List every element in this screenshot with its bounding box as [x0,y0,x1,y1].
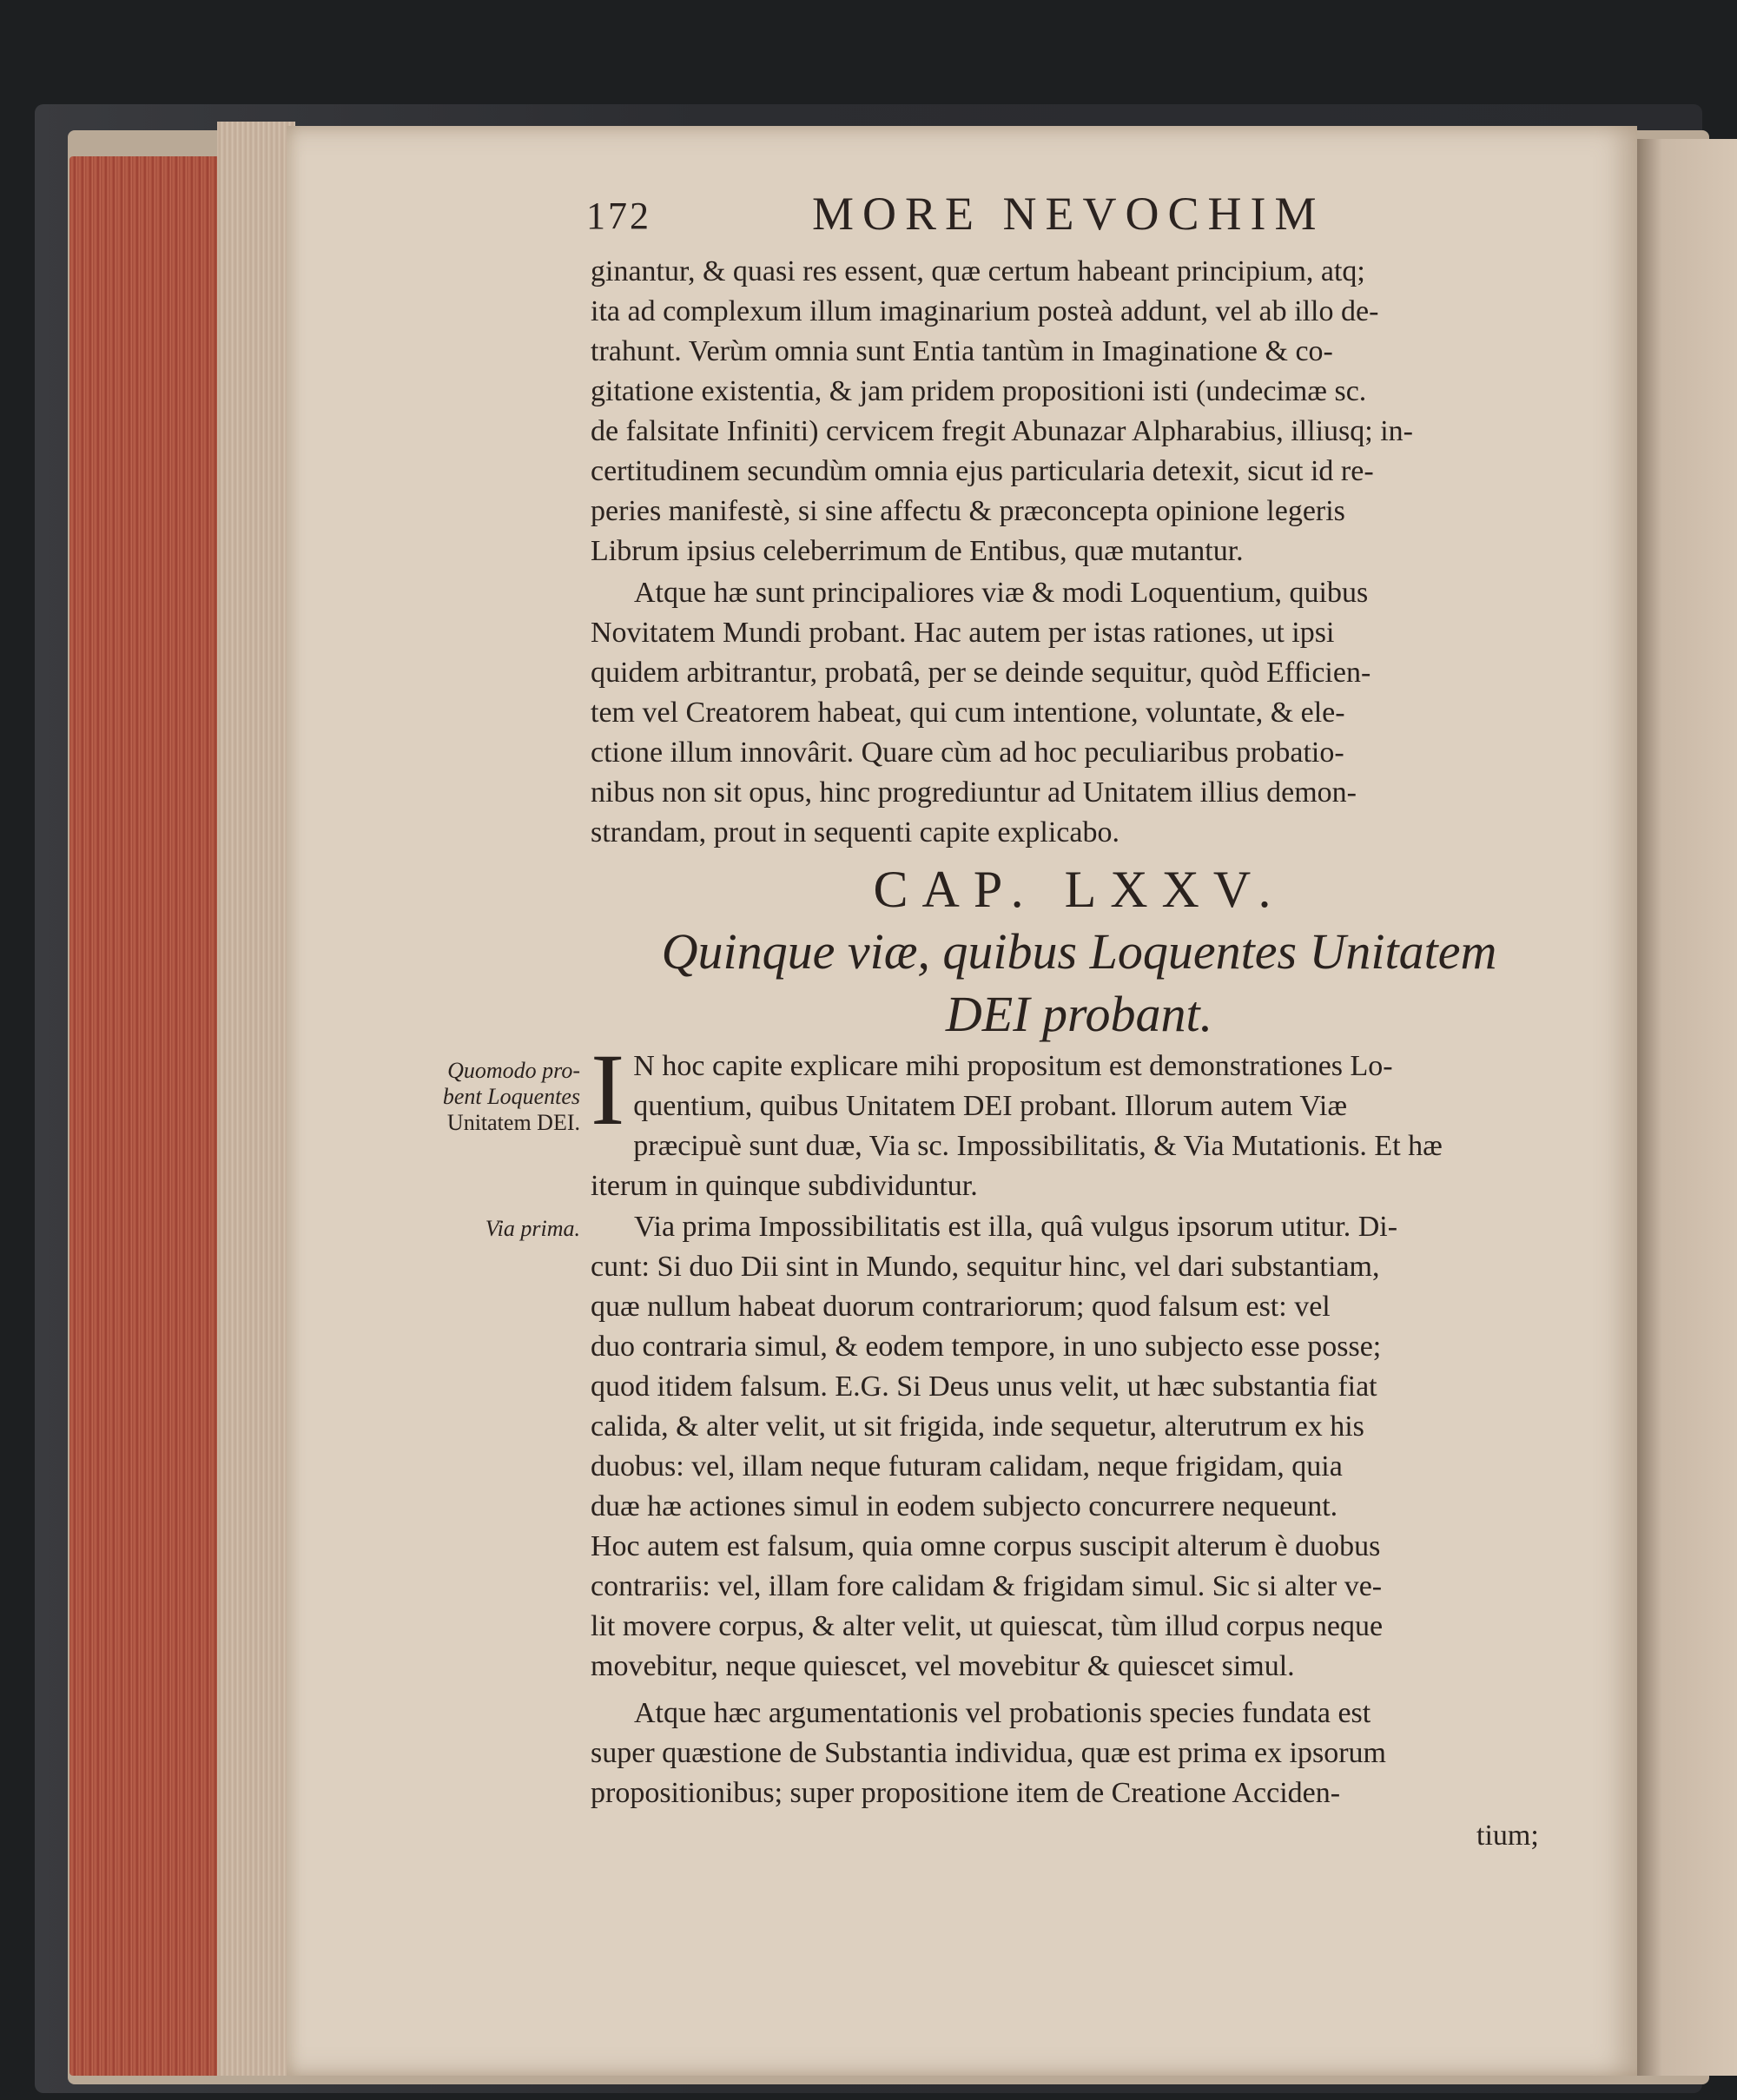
text-line: peries manifestè, si sine affectu & præconcepta opinione legeris [591,495,1345,527]
margin-note [373,1216,580,1242]
catchword: tium; [1476,1819,1539,1852]
paragraph-4 [591,1207,1568,1687]
text-line: ita ad complexum illum imaginarium posteà addunt, vel ab illo de- [591,295,1379,327]
text-line: ginantur, & quasi res essent, quæ certum habeant principium, atq; [591,255,1365,287]
paragraph-1 [591,252,1568,571]
margin-note-line: Quomodo pro- [447,1058,580,1083]
chapter-subtitle-line: Quinque viæ, quibus Loquentes Unitatem [661,923,1497,980]
text-line: Hoc autem est falsum, quia omne corpus suscipit alterum è duobus [591,1530,1381,1562]
text-line: duæ hæ actiones simul in eodem subjecto concurrere nequeunt. [591,1490,1338,1522]
text-line: strandam, prout in sequenti capite explicabo. [591,816,1119,849]
running-head [586,187,1576,248]
text-line: quidem arbitrantur, probatâ, per se deinde sequitur, quòd Efficien- [591,657,1371,689]
chapter-title: CAP. LXXV. [873,861,1285,918]
text-line: trahunt. Verùm omnia sunt Entia tantùm in Imaginatione & co- [591,335,1333,367]
text-line: iterum in quinque subdividuntur. [591,1170,978,1202]
text-line: Atque hæc argumentationis vel probationis species fundata est [634,1697,1371,1729]
drop-cap: I [591,1033,625,1146]
text-line: gitatione existentia, & jam pridem propositioni isti (undecimæ sc. [591,375,1367,407]
page-number: 172 [586,195,651,237]
text-line: Via prima Impossibilitatis est illa, quâ vulgus ipsorum utitur. Di- [634,1211,1398,1243]
text-line: duo contraria simul, & eodem tempore, in uno subjecto esse posse; [591,1331,1382,1363]
text-line: certitudinem secundùm omnia ejus particularia detexit, sicut id re- [591,455,1374,487]
text-line: de falsitate Infiniti) cervicem fregit Abunazar Alpharabius, illiusq; in- [591,415,1413,447]
margin-note [373,1058,580,1136]
text-line: Novitatem Mundi probant. Hac autem per istas rationes, ut ipsi [591,617,1335,649]
text-line: N hoc capite explicare mihi propositum est demonstrationes Lo- [633,1050,1393,1082]
margin-note-line: bent Loquentes [442,1084,580,1109]
text-line: duobus: vel, illam neque futuram calidam, neque frigidam, quia [591,1450,1343,1483]
text-line: ctione illum innovârit. Quare cùm ad hoc peculiaribus probatio- [591,736,1344,769]
chapter-subtitle-line: DEI probant. [945,986,1213,1042]
text-line: super quæstione de Substantia individua, quæ est prima ex ipsorum [591,1737,1387,1769]
margin-note-line: Via prima. [485,1216,580,1241]
text-line: tem vel Creatorem habeat, qui cum intentione, voluntate, & ele- [591,697,1345,729]
text-line: contrariis: vel, illam fore calidam & frigidam simul. Sic si alter ve- [591,1570,1383,1602]
paragraph-3 [591,1033,1568,1206]
text-line: Librum ipsius celeberrimum de Entibus, quæ mutantur. [591,535,1244,567]
text-line: nibus non sit opus, hinc progrediuntur ad Unitatem illius demon- [591,776,1357,809]
margin-note-line: Unitatem DEI. [446,1110,580,1135]
text-line: quentium, quibus Unitatem DEI probant. Illorum autem Viæ [633,1090,1348,1122]
text-line: quæ nullum habeat duorum contrariorum; quod falsum est: vel [591,1291,1331,1323]
text-line: lit movere corpus, & alter velit, ut quiescat, tùm illud corpus neque [591,1610,1384,1642]
text-line: quod itidem falsum. E.G. Si Deus unus velit, ut hæc substantia fiat [591,1370,1377,1403]
facing-page-edge [1637,139,1737,2076]
chapter-subtitle [591,921,1568,1046]
paragraph-5 [591,1694,1568,1813]
text-line: cunt: Si duo Dii sint in Mundo, sequitur hinc, vel dari substantiam, [591,1251,1380,1283]
text-line: calida, & alter velit, ut sit frigida, inde sequetur, alterutrum ex his [591,1410,1364,1443]
text-line: propositionibus; super propositione item de Creatione Acciden- [591,1777,1341,1809]
text-line: movebitur, neque quiescet, vel movebitur & quiescet simul. [591,1650,1295,1682]
running-title: MORE NEVOCHIM [812,188,1325,240]
page-stack [217,122,295,2076]
text-line: Atque hæ sunt principaliores viæ & modi Loquentium, quibus [634,577,1369,609]
text-line: præcipuè sunt duæ, Via sc. Impossibilitatis, & Via Mutationis. Et hæ [633,1130,1443,1162]
paragraph-2 [591,573,1568,853]
